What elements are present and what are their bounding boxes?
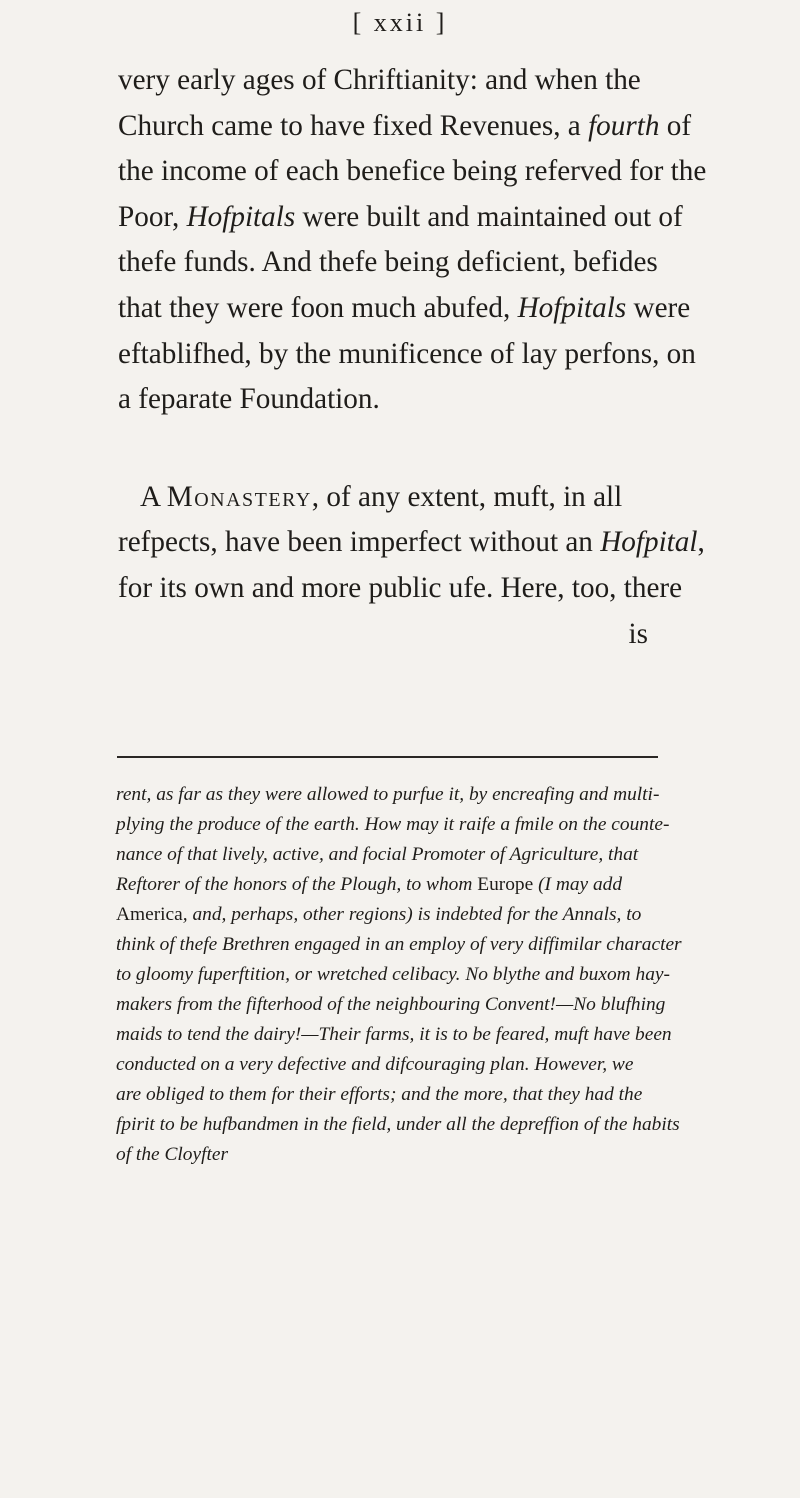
text-run: that they were foon much abufed, [118,291,518,324]
text-run: thefe funds. And thefe being deficient, befides [118,246,658,279]
page-number-header: [ xxii ] [352,8,448,37]
footnote-line: nance of that lively, active, and focial Promoter of Agriculture, that [116,844,639,865]
footnote-rule [117,756,658,758]
footnote-line: of the Cloyfter [116,1144,229,1165]
text-run: Reftorer of the honors of the Plough, to whom [116,874,478,895]
text-line [118,475,658,521]
footnote-line: maids to tend the dairy!—Their farms, it is to be feared, muft have been [116,1024,672,1045]
text-run: (I may add [533,874,623,895]
text-line [118,240,658,286]
text-line [118,195,683,241]
text-run: a feparate Foundation. [118,383,380,416]
footnote-line: think of thefe Brethren engaged in an employ of very diffimilar character [116,934,682,955]
text-line [118,566,683,612]
text-run: were built and maintained out of [295,200,683,233]
roman-run: America [116,904,183,925]
text-line [118,332,696,378]
text-run: Church came to have fixed Revenues, a [118,109,589,142]
italic-run: fourth [588,109,660,142]
footnote-line: to gloomy fuperftition, or wretched celibacy. No blythe and buxom hay- [116,964,670,985]
text-run: , and, perhaps, other regions) is indebted for the Annals, to [182,904,642,925]
footnote-line: fpirit to be hufbandmen in the field, under all the depreffion of the habits [116,1114,680,1135]
text-run: of [659,109,692,142]
text-line [118,149,707,195]
text-line [118,377,658,423]
text-line [118,58,658,104]
text-line [118,520,705,566]
footnote-line: are obliged to them for their efforts; and the more, that they had the [116,1084,643,1105]
text-run: A [140,480,167,513]
text-run: very early ages of Chriftianity: and when the [118,64,641,96]
text-run: refpects, have been imperfect without an [118,526,601,559]
italic-run: Hofpitals [186,200,296,233]
text-run: the income of each benefice being referved for the [118,155,707,188]
roman-run: Europe [477,874,534,895]
text-run: eftablifhed, by the munificence of lay perfons, on [118,337,696,370]
text-run: for its own and more public ufe. Here, too, there [118,571,683,604]
footnote-line [116,900,676,930]
text-run: , of any extent, muft, in all [311,480,623,513]
text-run: , [697,526,705,559]
catchword: is [628,617,648,650]
paragraph-gap [118,423,658,475]
italic-run: Hofpitals [517,291,627,324]
text-run: Poor, [118,200,187,233]
italic-run: Hofpital [600,526,698,559]
footnote-line: conducted on a very defective and difcouraging plan. However, we [116,1054,634,1075]
text-line [118,286,691,332]
footnote-line: rent, as far as they were allowed to purfue it, by encreafing and multi- [116,784,660,805]
footnote-line [116,870,676,900]
footnote-line: makers from the fifterhood of the neighbouring Convent!—No blufhing [116,994,666,1015]
footnote-line: plying the produce of the earth. How may it raife a fmile on the counte- [116,814,670,835]
main-text [118,58,707,657]
footnote [116,780,682,1170]
small-caps-run: Monastery [166,480,312,513]
text-line [118,104,692,150]
text-run: were [626,291,691,324]
